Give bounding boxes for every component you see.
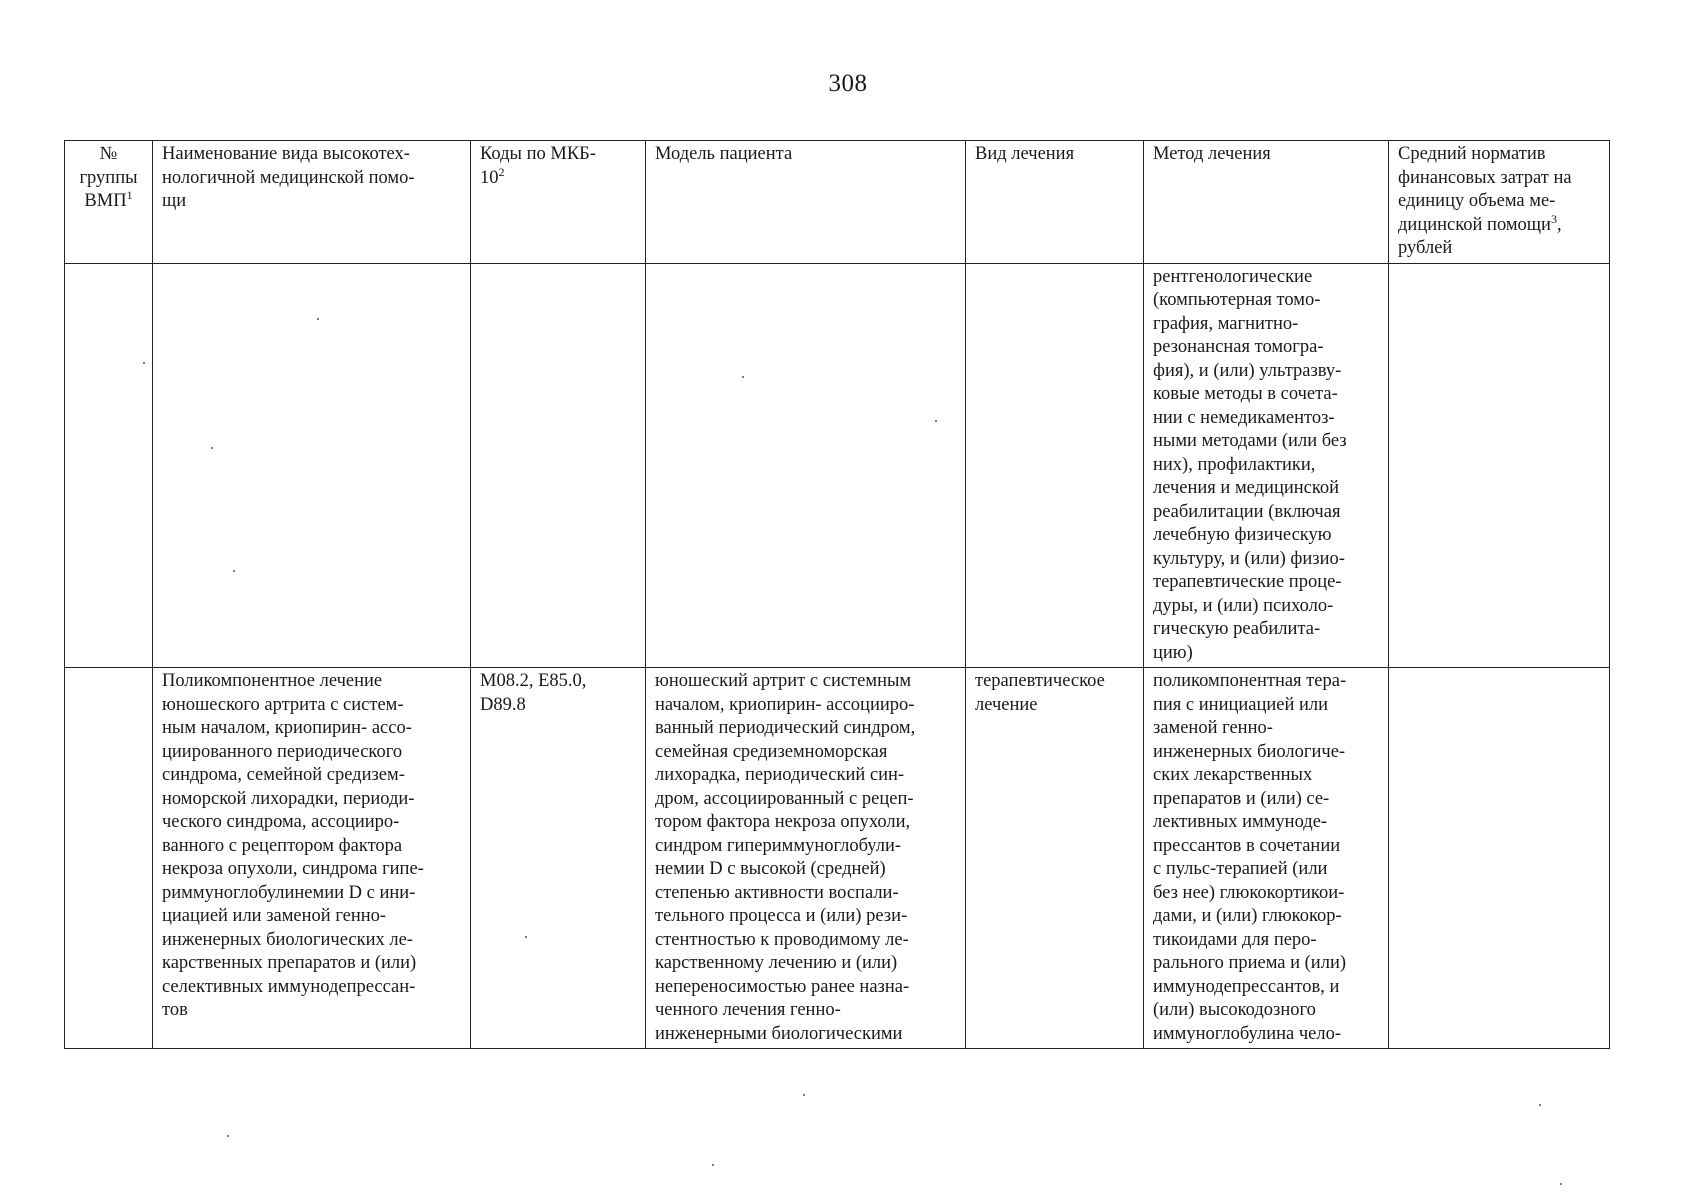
scan-speck [227,1135,229,1137]
scan-speck [742,376,744,378]
scan-speck [803,1094,805,1096]
scan-speck [1539,1104,1541,1106]
header-care-type-name [153,141,471,264]
header-icd-codes-text: Коды по МКБ- 10 [480,144,596,188]
scan-speck [525,936,527,938]
header-treatment-kind-text: Вид лечения [975,144,1075,164]
header-row [65,141,1610,264]
header-treatment-method-text: Метод лечения [1153,144,1271,164]
header-cost-norm [1389,141,1610,264]
header-care-type-name-text: Наименование вида высокотех- нологичной медицинской помо- щи [162,144,415,211]
header-icd-codes [471,141,646,264]
cell-care-type-name: Поликомпонентное лечение юношеского артрита с систем- ным началом, криопирин- ассо- циированного периодического синдрома, семейной средизем- номорской лихорадки, периоди- ческого синдрома, ассоцииро- ванного с рецептором фактора некроза опухоли, синдрома гипе- риммуноглобулинемии D с ини- циацией или заменой генно- инженерных биологических ле- карственных препаратов и (или) селективных иммунодепрессан- тов [153,668,471,1049]
table-row [65,263,1610,668]
cell-icd-codes [471,263,646,668]
footnote-3: 3 [1550,211,1557,226]
scan-speck [317,318,319,320]
cell-icd-codes: M08.2, E85.0, D89.8 [471,668,646,1049]
table-row [65,668,1610,1049]
header-treatment-method [1144,141,1389,264]
scan-speck [1560,1183,1562,1185]
table-header [65,141,1610,264]
cell-treatment-method: поликомпонентная тера- пия с инициацией или заменой генно- инженерных биологиче- ских лекарственных препаратов и (или) се- лективных иммуноде- прессантов в сочетании с пульс-терапией (или без нее) глюкокортикои- дами, и (или) глюкокор- тикоидами для перо- рального приема и (или) иммунодепрессантов, и (или) высокодозного иммуноглобулина чело- [1144,668,1389,1049]
scan-speck [712,1164,714,1166]
cell-cost-norm [1389,263,1610,668]
scan-speck [211,447,213,449]
cell-treatment-kind: терапевтическое лечение [966,668,1144,1049]
cell-group-no [65,668,153,1049]
footnote-1: 1 [126,187,133,202]
cell-group-no [65,263,153,668]
cell-treatment-kind [966,263,1144,668]
header-patient-model-text: Модель пациента [655,144,793,164]
header-treatment-kind [966,141,1144,264]
footnote-2: 2 [498,164,505,179]
vmp-table [64,140,1610,1049]
header-group-no [65,141,153,264]
cell-treatment-method: рентгенологические (компьютерная томо- графия, магнитно- резонансная томогра- фия), и (или) ультразву- ковые методы в сочета- нии с немедикаментоз- ными методами (или без них), профилактики, лечения и медицинской реабилитации (включая лечебную физическую культуру, и (или) физио- терапевтические проце- дуры, и (или) психоло- гическую реабилита- цию) [1144,263,1389,668]
scan-speck [233,570,235,572]
header-cost-norm-text: Средний норматив финансовых затрат на единицу объема ме- дицинской помощи [1398,144,1572,235]
header-patient-model [646,141,966,264]
header-cost-norm-tail: , рублей [1398,214,1562,258]
page-number: 308 [828,70,868,97]
scan-speck [935,420,937,422]
cell-cost-norm [1389,668,1610,1049]
scan-speck [143,362,145,364]
cell-patient-model: юношеский артрит с системным началом, криопирин- ассоцииро- ванный периодический синдром, семейная средиземноморская лихорадка, периодический син- дром, ассоциированный с рецеп- тором фактора некроза опухоли, синдром гипериммуноглобули- немии D с высокой (средней) степенью активности воспали- тельного процесса и (или) рези- стентностью к проводимому ле- карственному лечению и (или) непереносимостью ранее назна- ченного лечения генно- инженерными биологическими [646,668,966,1049]
header-group-no-text: № группы ВМП [79,144,138,211]
cell-care-type-name [153,263,471,668]
table-body [65,263,1610,1049]
cell-patient-model [646,263,966,668]
